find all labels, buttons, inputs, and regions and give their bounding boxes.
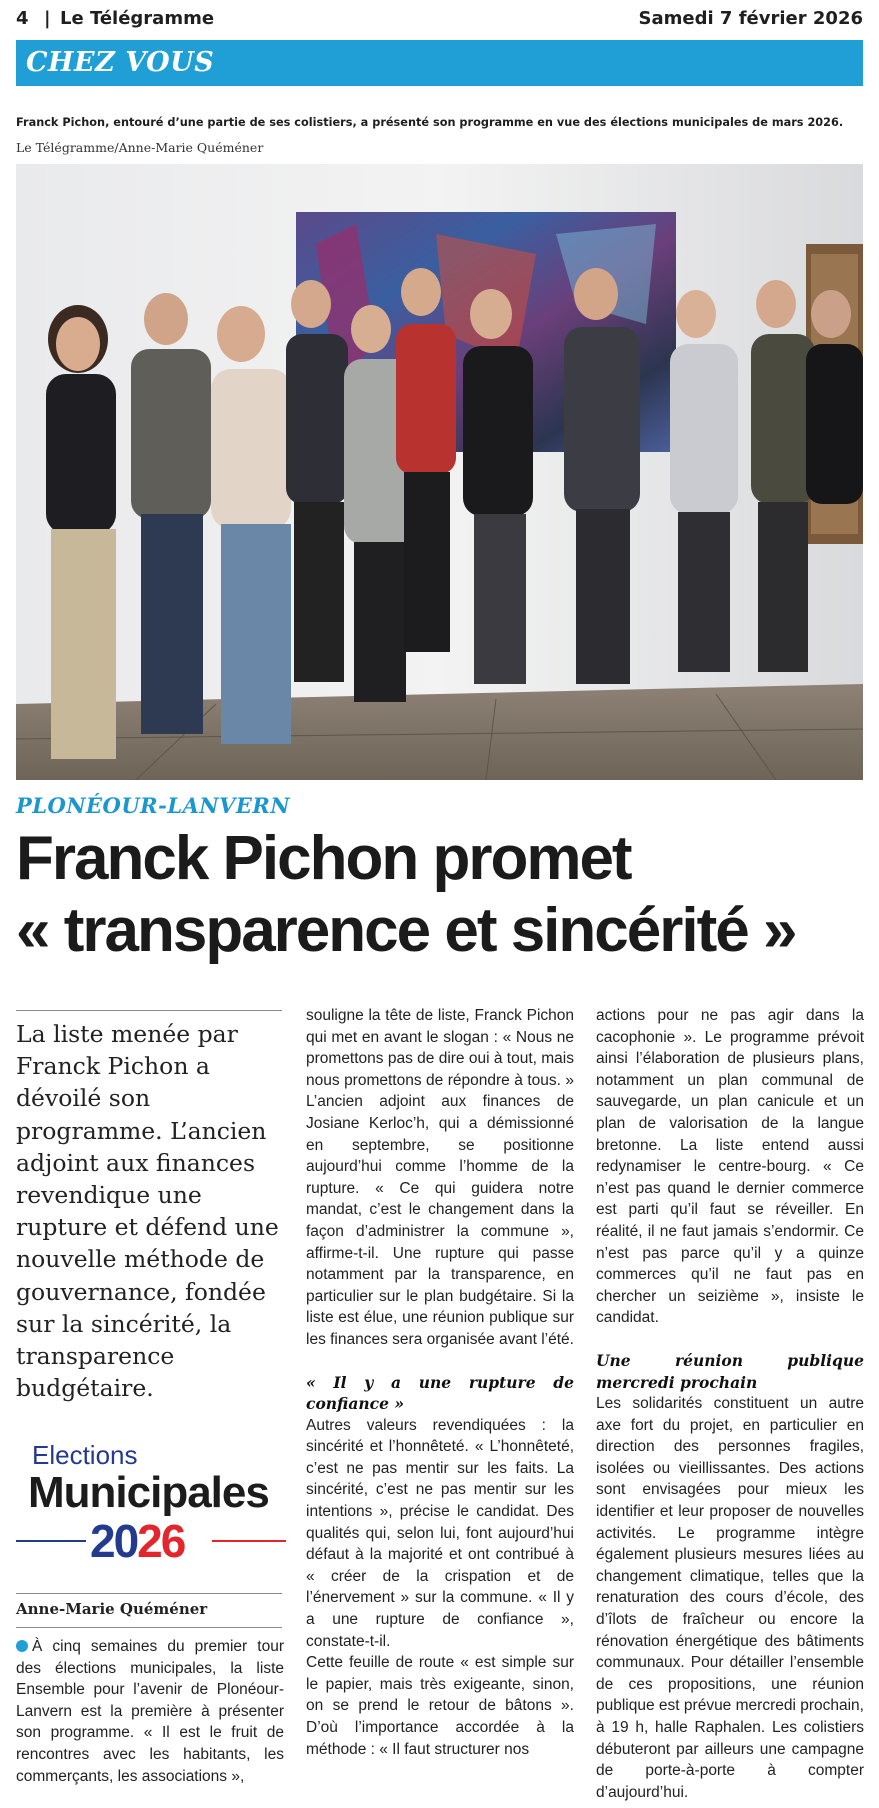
page-number: 4 <box>16 8 29 29</box>
article-lead: La liste menée par Franck Pichon a dévoilé son programme. L’ancien adjoint aux finances revendique une rupture et défend une nouvelle méthode de gouvernance, fondée sur la sincérité, la transparence budgétaire. <box>16 1020 279 1403</box>
logo-year-part-2: 26 <box>137 1515 185 1567</box>
group-photo <box>16 164 863 780</box>
logo-line-municipales: Municipales <box>28 1468 269 1517</box>
logo-right-line <box>212 1540 286 1542</box>
logo-year-part-1: 20 <box>90 1515 138 1567</box>
column-3-paragraph-2: Les solidarités constituent un autre axe fort du projet, en particulier en direction des personnes fragiles, isolées ou vieillissantes. Des actions sont envisagées pour mieux les identifier et leur proposer de nouvelles activités. Le programme intègre également plusieurs mesures liées au changement climatique, telles que la renaturation des cours d’école, des d’îlots de fraîcheur ou encore la rénovation énergétique des bâtiments communaux. Pour détailler l’ensemble de ces propositions, une réunion publique est prévue mercredi prochain, à 19 h, halle Raphalen. Les colistiers débuteront par ailleurs une campagne de porte-à-porte à compter d’aujourd’hui. <box>596 1395 864 1801</box>
logo-year <box>90 1515 185 1567</box>
column-3-paragraph-1: actions pour ne pas agir dans la cacophonie ». Le programme prévoit ainsi l’élaboration de plusieurs plans, notamment un plan communal de sauvegarde, un plan canicule et un plan de valorisation de la langue bretonne. La liste entend aussi redynamiser le centre-bourg. « Ce n’est pas quand le dernier commerce est parti qu’il faut se réveiller. En réalité, il ne faut jamais s’endormir. Ce n’est pas parce qu’il y a quinze commerces qu’il ne faut pas en chercher un seizième », insiste le candidat. <box>596 1007 864 1327</box>
group-photo-illustration <box>16 164 863 780</box>
article-column-2 <box>306 1005 574 1760</box>
column-2-paragraph-2: Autres valeurs revendiquées : la sincérité et l’honnêteté. « L’honnêteté, c’est ne pas mentir sur les faits. La sincérité, c’est ne pas mentir sur les intentions », précise le candidat. Des qualités qui, selon lui, font aujourd’hui défaut à la majorité et ont contribué à « créer de la crispation et de l’énervement » sur la commune. « Il y a une rupture de confiance », constate-t-il. <box>306 1416 574 1650</box>
page-header <box>16 8 863 34</box>
header-separator: | <box>44 8 51 29</box>
author-bottom-rule <box>16 1627 282 1628</box>
column-2-paragraph-1: souligne la tête de liste, Franck Pichon qui met en avant le slogan : « Nous ne promettons pas de dire oui à tout, mais nous promettons de répondre à tous. » L’ancien adjoint aux finances de Josiane Kerloc’h, qui a démissionné en septembre, se positionne aujourd’hui comme l’homme de la rupture. « Ce qui guidera notre mandat, c’est le changement dans la façon d’administrer la commune », affirme-t-il. Une rupture qui passe notamment par la transparence, en particulier sur le plan budgétaire. Si la liste est élue, une réunion publique sur les finances sera organisée avant l’été. <box>306 1007 574 1348</box>
lead-top-rule <box>16 1010 282 1011</box>
article-start-bullet <box>16 1640 28 1652</box>
headline-line-2: « transparence et sincérité » <box>16 896 796 965</box>
column-2-subheading: « Il y a une rupture de confiance » <box>306 1372 574 1414</box>
column-3-subheading: Une réunion publique mercredi prochain <box>596 1350 864 1392</box>
column-3-spacer <box>596 1329 864 1350</box>
article-author: Anne-Marie Quéméner <box>16 1600 208 1618</box>
column-2-paragraph-3: Cette feuille de route « est simple sur le papier, mais très exigeante, sinon, on se prend le retour de bâtons ». D’où l’importance accordée à la méthode : « Il faut structurer nos <box>306 1654 574 1758</box>
column-1-text: À cinq semaines du premier tour des élections municipales, la liste Ensemble pour l’avenir de Plonéour-Lanvern est la première à présenter son programme. « Il est le fruit de rencontres avec les habitants, les commerçants, les associations », <box>16 1638 284 1785</box>
article-column-1 <box>16 1636 284 1787</box>
photo-credit: Le Télégramme/Anne-Marie Quéméner <box>16 140 264 155</box>
issue-date: Samedi 7 février 2026 <box>638 8 863 29</box>
logo-left-line <box>16 1540 86 1542</box>
column-1-paragraph <box>16 1636 284 1787</box>
elections-municipales-logo <box>16 1440 286 1570</box>
newspaper-name: Le Télégramme <box>60 8 215 29</box>
photo-caption: Franck Pichon, entouré d’une partie de ses colistiers, a présenté son programme en vue des élections municipales de mars 2026. <box>16 116 844 129</box>
logo-line-elections: Elections <box>32 1440 138 1470</box>
author-top-rule <box>16 1593 282 1594</box>
headline-line-1: Franck Pichon promet <box>16 824 631 893</box>
column-2-spacer <box>306 1351 574 1372</box>
section-label: CHEZ VOUS <box>26 47 215 78</box>
section-band <box>16 40 863 86</box>
article-kicker: PLONÉOUR-LANVERN <box>16 793 291 818</box>
article-column-3 <box>596 1005 864 1803</box>
